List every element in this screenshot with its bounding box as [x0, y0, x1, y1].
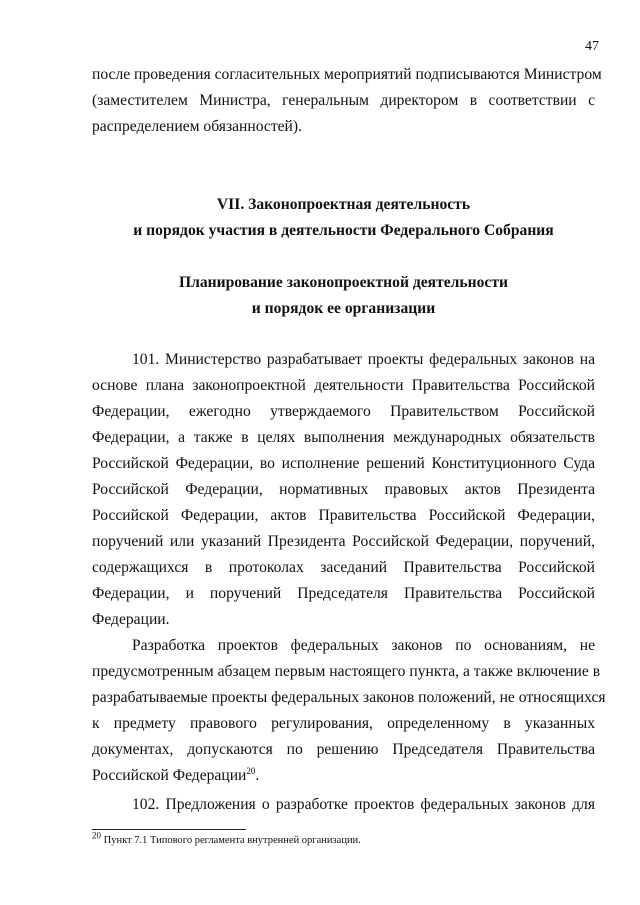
paragraph-101-line: Федерации.	[92, 611, 170, 628]
subsection-title: и порядок ее организации	[251, 300, 436, 317]
paragraph-101-line: основе плана законопроектной деятельности Правительства Российской	[92, 377, 595, 394]
paragraph-development-last: Российской Федерации	[92, 767, 247, 784]
paragraph-101-line: содержащихся в протоколах заседаний Правительства Российской	[92, 559, 595, 576]
paragraph-development-line: разрабатываемые проекты федеральных законов положений, не относящихся	[92, 689, 606, 706]
paragraph-102-line: 102. Предложения о разработке проектов федеральных законов для	[132, 796, 595, 813]
paragraph-development-line: Российской Федерации$^{20}$.	[92, 765, 260, 784]
footnote	[92, 830, 361, 846]
paragraph-101-line: Федерации, и поручений Председателя Правительства Российской	[92, 585, 595, 602]
page-number: 47	[585, 39, 599, 54]
section-title: VII. Законопроектная деятельность	[216, 196, 471, 213]
paragraph-development-line: документах, допускаются по решению Председателя Правительства	[92, 741, 595, 758]
intro-line: после проведения согласительных мероприятий подписываются Министром	[92, 66, 602, 83]
paragraph-101-line: Российской Федерации, нормативных правовых актов Президента	[92, 481, 595, 498]
footnote-divider	[92, 829, 246, 830]
paragraph-development-line: предусмотренным абзацем первым настоящего пункта, а также включение в	[92, 663, 601, 680]
footnote-mark: 20	[92, 830, 101, 841]
footnote-text: Пункт 7.1 Типового регламента внутренней организации.	[103, 835, 361, 846]
paragraph-101-line: Российской Федерации, во исполнение решений Конституционного Суда	[92, 455, 595, 472]
paragraph-101-line: поручений или указаний Президента Российской Федерации, поручений,	[92, 533, 595, 550]
intro-line: (заместителем Министра, генеральным директором в соответствии с	[92, 92, 595, 109]
paragraph-101-line: Федерации, а также в целях выполнения международных обязательств	[92, 429, 595, 446]
footnote-reference: 20	[246, 765, 256, 776]
paragraph-development-line: Разработка проектов федеральных законов по основаниям, не	[132, 637, 595, 654]
section-title: и порядок участия в деятельности Федерального Собрания	[133, 222, 554, 239]
paragraph-101-line: Федерации, ежегодно утверждаемого Правительством Российской	[92, 403, 595, 420]
paragraph-101-line: Российской Федерации, актов Правительства Российской Федерации,	[92, 507, 595, 524]
subsection-title: Планирование законопроектной деятельности	[178, 274, 508, 291]
paragraph-101-line: 101. Министерство разрабатывает проекты федеральных законов на	[132, 351, 595, 368]
paragraph-development-line: к предмету правового регулирования, определенному в указанных	[92, 715, 595, 732]
intro-line: распределением обязанностей).	[92, 118, 302, 135]
